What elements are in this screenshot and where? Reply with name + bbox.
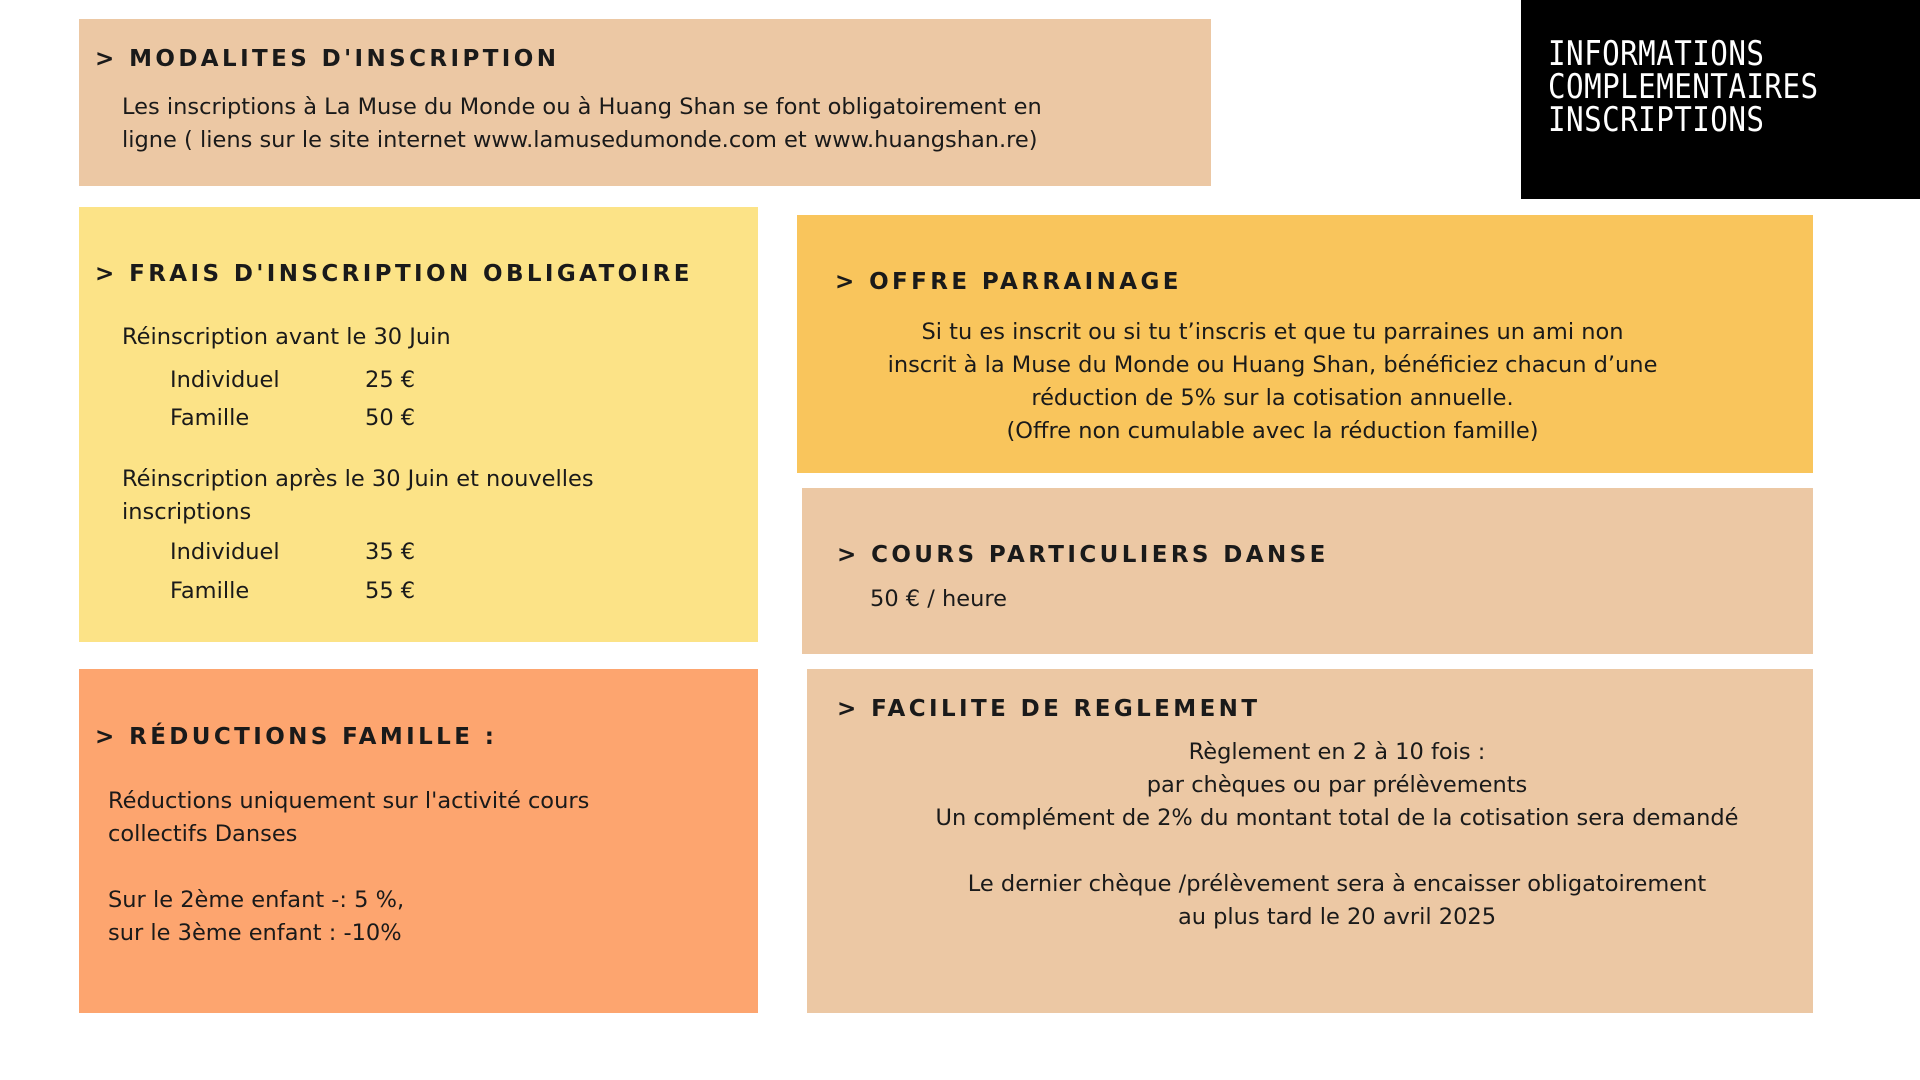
frais-row-label: Famille — [170, 578, 250, 604]
facilite-line: Règlement en 2 à 10 fois : — [1188, 739, 1486, 765]
reductions-text-1 — [108, 785, 589, 851]
parrainage-title: > OFFRE PARRAINAGE — [835, 269, 1182, 295]
reductions-line: Sur le 2ème enfant -: 5 %, — [108, 887, 405, 913]
cours-title: > COURS PARTICULIERS DANSE — [837, 542, 1329, 568]
parrainage-box — [797, 215, 1813, 473]
parrainage-line: inscrit à la Muse du Monde ou Huang Shan, bénéficiez chacun d’une — [887, 352, 1658, 378]
frais-row-label: Individuel — [170, 367, 280, 393]
modalites-title: > MODALITES D'INSCRIPTION — [95, 46, 560, 72]
facilite-line: Le dernier chèque /prélèvement sera à encaisser obligatoirement — [967, 871, 1707, 897]
frais-group2-heading-line: inscriptions — [122, 499, 252, 525]
reductions-text-2 — [108, 884, 404, 950]
frais-row-price: 35 € — [365, 539, 416, 565]
modalites-box — [79, 19, 1211, 186]
frais-row-label: Famille — [170, 405, 250, 431]
frais-box — [79, 207, 758, 642]
reductions-line: Réductions uniquement sur l'activité cours — [108, 788, 590, 814]
facilite-text-1 — [857, 736, 1817, 835]
frais-row-label: Individuel — [170, 539, 280, 565]
facilite-line: par chèques ou par prélèvements — [1146, 772, 1528, 798]
frais-group2-heading-line: Réinscription après le 30 Juin et nouvelles — [122, 466, 594, 492]
parrainage-line: réduction de 5% sur la cotisation annuelle. — [1031, 385, 1514, 411]
parrainage-text — [797, 316, 1748, 448]
modalites-line: Les inscriptions à La Muse du Monde ou à Huang Shan se font obligatoirement en — [122, 94, 1042, 120]
facilite-text-2 — [857, 868, 1817, 934]
modalites-text — [122, 91, 1042, 157]
frais-row-price: 25 € — [365, 367, 416, 393]
reductions-line: sur le 3ème enfant : -10% — [108, 920, 402, 946]
facilite-line: Un complément de 2% du montant total de la cotisation sera demandé — [935, 805, 1739, 831]
cours-box — [802, 488, 1813, 654]
info-title-line: INSCRIPTIONS — [1548, 100, 1765, 140]
facilite-box — [807, 669, 1813, 1013]
frais-row-price: 50 € — [365, 405, 416, 431]
frais-title: > FRAIS D'INSCRIPTION OBLIGATOIRE — [95, 261, 693, 287]
cours-price: 50 € / heure — [870, 586, 1007, 612]
reductions-line: collectifs Danses — [108, 821, 298, 847]
info-title-line: COMPLEMENTAIRES — [1548, 67, 1819, 107]
info-title-line: INFORMATIONS — [1548, 34, 1765, 74]
modalites-line: ligne ( liens sur le site internet www.lamusedumonde.com et www.huangshan.re) — [122, 127, 1038, 153]
reductions-title: > RÉDUCTIONS FAMILLE : — [95, 724, 498, 750]
frais-row-price: 55 € — [365, 578, 416, 604]
parrainage-line: Si tu es inscrit ou si tu t’inscris et que tu parraines un ami non — [921, 319, 1624, 345]
reductions-box — [79, 669, 758, 1013]
facilite-title: > FACILITE DE REGLEMENT — [837, 696, 1261, 722]
info-header-box — [1521, 0, 1920, 199]
frais-group1-heading: Réinscription avant le 30 Juin — [122, 324, 451, 350]
info-title — [1548, 34, 1819, 140]
frais-group2-heading — [122, 463, 594, 529]
facilite-line: au plus tard le 20 avril 2025 — [1177, 904, 1497, 930]
parrainage-line: (Offre non cumulable avec la réduction famille) — [1006, 418, 1539, 444]
